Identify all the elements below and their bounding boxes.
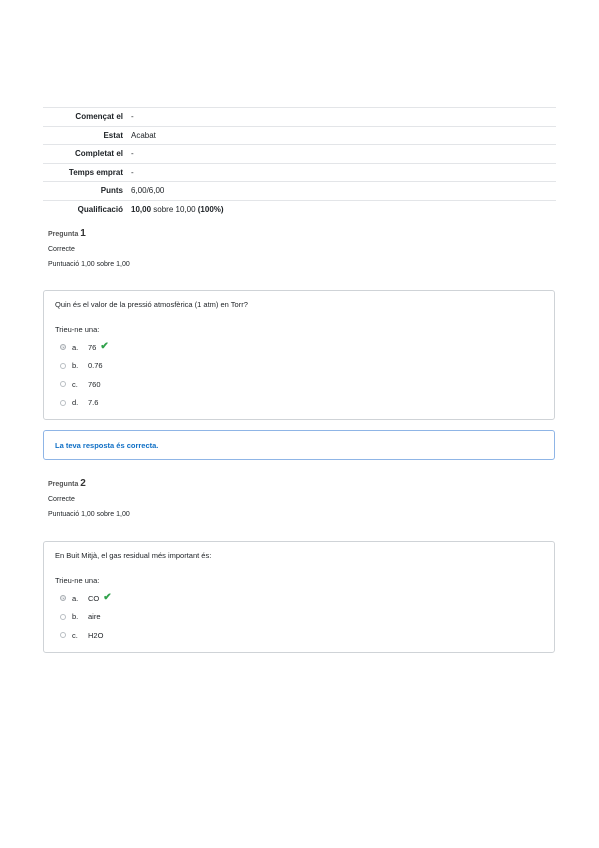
grade-out-of: sobre 10,00 xyxy=(153,204,196,214)
summary-row-state xyxy=(43,126,556,145)
answer-letter: b. xyxy=(72,361,79,371)
radio-button[interactable] xyxy=(60,595,66,601)
answer-letter: b. xyxy=(72,612,79,622)
summary-value: - xyxy=(131,163,556,182)
answer-text: 0.76 xyxy=(88,361,103,371)
grade-value: 10,00 xyxy=(131,204,152,214)
question-number xyxy=(48,228,130,241)
answer-prompt: Trieu-ne una: xyxy=(55,576,100,585)
answer-text: aire xyxy=(88,612,101,622)
answer-option-b[interactable] xyxy=(55,357,543,376)
answer-option-c[interactable] xyxy=(55,375,543,394)
summary-value: - xyxy=(131,108,556,127)
question-text: En Buit Mitjà, el gas residual més important és: xyxy=(55,551,212,560)
summary-label: Completat el xyxy=(43,145,131,164)
summary-label: Començat el xyxy=(43,108,131,127)
question-number xyxy=(48,478,130,491)
question-text: Quin és el valor de la pressió atmosfèrica (1 atm) en Torr? xyxy=(55,300,248,309)
grade-percent: (100%) xyxy=(197,204,224,214)
question-mark: Puntuació 1,00 sobre 1,00 xyxy=(48,511,130,518)
answer-text: 7.6 xyxy=(88,398,99,408)
radio-button[interactable] xyxy=(60,363,66,369)
answer-option-d[interactable] xyxy=(55,394,543,413)
answer-option-c[interactable] xyxy=(55,626,543,645)
question-state: Correcte xyxy=(48,496,75,503)
radio-button[interactable] xyxy=(60,344,66,350)
attempt-summary-table xyxy=(43,107,556,218)
summary-row-completed xyxy=(43,145,556,164)
answer-text: 76 xyxy=(88,342,97,352)
answer-text: 760 xyxy=(88,379,101,389)
question-2-box xyxy=(43,541,555,653)
summary-row-grade xyxy=(43,200,556,218)
summary-value: - xyxy=(131,145,556,164)
radio-button[interactable] xyxy=(60,381,66,387)
summary-label: Estat xyxy=(43,126,131,145)
summary-label: Qualificació xyxy=(43,200,131,218)
question-mark: Puntuació 1,00 sobre 1,00 xyxy=(48,261,130,268)
question-state: Correcte xyxy=(48,246,75,253)
summary-row-time-taken xyxy=(43,163,556,182)
radio-button[interactable] xyxy=(60,614,66,620)
question-prefix: Pregunta xyxy=(48,481,79,488)
summary-value: 6,00/6,00 xyxy=(131,182,556,201)
question-number-value: 2 xyxy=(80,478,86,489)
answer-text: H2O xyxy=(88,630,104,640)
radio-button[interactable] xyxy=(60,632,66,638)
checkmark-icon: ✔ xyxy=(103,592,112,604)
answer-option-a[interactable] xyxy=(55,589,543,608)
summary-value: Acabat xyxy=(131,126,556,145)
summary-row-started xyxy=(43,108,556,127)
answer-letter: a. xyxy=(72,342,79,352)
question-number-value: 1 xyxy=(80,228,86,239)
answer-letter: d. xyxy=(72,398,79,408)
question-prefix: Pregunta xyxy=(48,231,79,238)
radio-button[interactable] xyxy=(60,400,66,406)
question-1-box xyxy=(43,290,555,420)
answer-letter: a. xyxy=(72,593,79,603)
grade-value-cell xyxy=(131,200,556,218)
question-2-info xyxy=(48,478,130,521)
question-1-feedback xyxy=(43,430,555,460)
answer-prompt: Trieu-ne una: xyxy=(55,325,100,334)
question-1-info xyxy=(48,228,130,271)
checkmark-icon: ✔ xyxy=(100,341,109,353)
answer-option-a[interactable] xyxy=(55,338,543,357)
answer-option-b[interactable] xyxy=(55,608,543,627)
feedback-text: La teva resposta és correcta. xyxy=(55,440,159,450)
answer-letter: c. xyxy=(72,630,78,640)
summary-label: Temps emprat xyxy=(43,163,131,182)
summary-row-marks xyxy=(43,182,556,201)
summary-label: Punts xyxy=(43,182,131,201)
answer-letter: c. xyxy=(72,379,78,389)
answer-text: CO xyxy=(88,593,100,603)
